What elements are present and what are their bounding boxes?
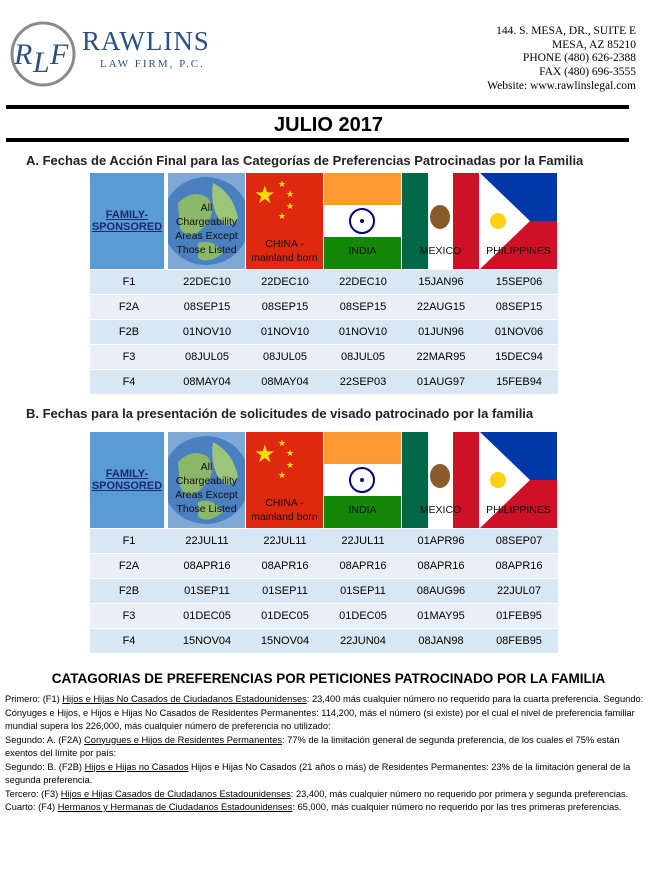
header-china — [246, 432, 324, 528]
section-a-title: A. Fechas de Acción Final para las Categorías de Preferencias Patrocinadas por la Familia — [26, 153, 584, 168]
table-row — [90, 294, 558, 319]
header-all-areas — [168, 432, 246, 528]
date-cell: 08FEB95 — [480, 628, 558, 653]
note-f3: Tercero: (F3) Hijos e Hijas Casados de Ciudadanos Estadounidenses: 23,400, más cualquier número no requerido por primera y segunda preferencias. — [5, 788, 629, 799]
date-cell: 01JUN96 — [402, 319, 480, 344]
date-cell: 22JUL11 — [246, 528, 324, 553]
divider — [6, 138, 629, 142]
date-cell: 01NOV06 — [480, 319, 558, 344]
category-cell: F1 — [90, 528, 168, 553]
category-cell: F2A — [90, 553, 168, 578]
table-row — [90, 369, 558, 394]
col-label-india: INDIA — [348, 504, 377, 516]
category-cell: F4 — [90, 628, 168, 653]
categories-notes — [5, 693, 645, 815]
table-row — [90, 603, 558, 628]
date-cell: 01NOV10 — [324, 319, 402, 344]
svg-text:F: F — [50, 38, 69, 71]
date-cell: 08JUL05 — [168, 344, 246, 369]
category-cell: F2A — [90, 294, 168, 319]
date-cell: 22JUL11 — [324, 528, 402, 553]
address-phone: PHONE (480) 626-2388 — [522, 52, 636, 65]
address-fax: FAX (480) 696-3555 — [539, 66, 636, 79]
date-cell: 08JUL05 — [324, 344, 402, 369]
address-line: 144. S. MESA, DR., SUITE E — [496, 25, 636, 37]
firm-name: RAWLINS — [82, 26, 210, 56]
date-cell: 22DEC10 — [246, 269, 324, 294]
date-cell: 15FEB94 — [480, 369, 558, 394]
section-b-title: B. Fechas para la presentación de solicitudes de visado patrocinado por la familia — [26, 406, 534, 421]
date-cell: 22DEC10 — [168, 269, 246, 294]
svg-text:★: ★ — [286, 201, 295, 211]
header-india — [324, 173, 402, 269]
category-cell: F4 — [90, 369, 168, 394]
category-cell: F2B — [90, 578, 168, 603]
categories-title: CATAGORIAS DE PREFERENCIAS POR PETICIONES PATROCINADO POR LA FAMILIA — [51, 671, 606, 686]
family-sponsored-header: FAMILY-SPONSORED — [90, 173, 168, 269]
address-line: MESA, AZ 85210 — [551, 38, 636, 51]
table-row — [90, 528, 558, 553]
date-cell: 22MAR95 — [402, 344, 480, 369]
note-f1: Primero: (F1) Hijos e Hijas No Casados de Ciudadanos Estadounidenses: 23,400 más cualquier número no requerido para la cuarta preferencia. Segundo: Cónyuges e Hijos, e Hijos e Hijas No Casados de Residentes Permanentes: 114,200, más el número (si existe) por el cual el nivel de preferencia familiar mundial supera los 226,000, más cualquier número de preferencia no utilizado: — [5, 694, 644, 731]
filing-dates-table — [90, 432, 558, 653]
divider — [6, 105, 629, 109]
header-philippines — [480, 173, 558, 269]
address-website[interactable]: Website: www.rawlinslegal.com — [487, 79, 636, 92]
date-cell: 08JAN98 — [402, 628, 480, 653]
svg-text:★: ★ — [278, 470, 287, 480]
date-cell: 08SEP15 — [324, 294, 402, 319]
date-cell: 08SEP15 — [168, 294, 246, 319]
date-cell: 08MAY04 — [168, 369, 246, 394]
svg-text:★: ★ — [286, 189, 295, 199]
header-all-areas — [168, 173, 246, 269]
header-india — [324, 432, 402, 528]
table-row — [90, 269, 558, 294]
svg-text:★: ★ — [278, 179, 287, 189]
date-cell: 08APR16 — [168, 553, 246, 578]
svg-text:★: ★ — [254, 182, 276, 209]
date-cell: 01AUG97 — [402, 369, 480, 394]
table-row — [90, 344, 558, 369]
header-mexico — [402, 432, 480, 528]
date-cell: 08AUG96 — [402, 578, 480, 603]
table-row — [90, 319, 558, 344]
date-cell: 08SEP15 — [246, 294, 324, 319]
date-cell: 15NOV04 — [246, 628, 324, 653]
date-cell: 01SEP11 — [246, 578, 324, 603]
date-cell: 15DEC94 — [480, 344, 558, 369]
date-cell: 01NOV10 — [168, 319, 246, 344]
final-action-table — [90, 173, 558, 394]
date-cell: 08MAY04 — [246, 369, 324, 394]
date-cell: 01DEC05 — [324, 603, 402, 628]
date-cell: 01DEC05 — [246, 603, 324, 628]
col-label-mexico: MEXICO — [419, 245, 462, 257]
note-f2b: Segundo: B. (F2B) Hijos e Hijas no Casados Hijos e Hijas No Casados (21 años o más) de Residentes Permanentes: 23% de la limitación general de la segunda preferencia. — [5, 761, 631, 785]
letterhead — [0, 0, 657, 100]
date-cell: 01SEP11 — [168, 578, 246, 603]
date-cell: 22JUL07 — [480, 578, 558, 603]
date-cell: 08SEP07 — [480, 528, 558, 553]
date-cell: 01FEB95 — [480, 603, 558, 628]
family-sponsored-header: FAMILY-SPONSORED — [90, 432, 168, 528]
date-cell: 01APR96 — [402, 528, 480, 553]
col-label-china: CHINA - mainland born — [251, 497, 318, 523]
header-mexico — [402, 173, 480, 269]
date-cell: 08APR16 — [480, 553, 558, 578]
date-cell: 22SEP03 — [324, 369, 402, 394]
date-cell: 08JUL05 — [246, 344, 324, 369]
date-cell: 08APR16 — [402, 553, 480, 578]
col-label-all: All Chargeability Areas Except Those Listed — [175, 202, 238, 256]
col-label-india: INDIA — [348, 245, 377, 257]
note-f4: Cuarto: (F4) Hermanos y Hermanas de Ciudadanos Estadounidenses: 65,000, más cualquier número no requerido por las tres primeras preferencias. — [5, 802, 622, 812]
table-row — [90, 628, 558, 653]
firm-address — [487, 25, 636, 94]
category-cell: F2B — [90, 319, 168, 344]
col-label-mexico: MEXICO — [419, 504, 462, 516]
svg-text:★: ★ — [278, 211, 287, 221]
svg-text:R: R — [14, 38, 33, 71]
date-cell: 15SEP06 — [480, 269, 558, 294]
note-f2a: Segundo: A. (F2A) Conyugues e Hijos de Residentes Permanentes: 77% de la limitación general de segunda preferencia, de los cuales el 75% están exentos del límite por país: — [5, 734, 620, 758]
date-cell: 01SEP11 — [324, 578, 402, 603]
table-row — [90, 578, 558, 603]
svg-text:L: L — [33, 46, 50, 79]
date-cell: 22JUN04 — [324, 628, 402, 653]
date-cell: 08SEP15 — [480, 294, 558, 319]
date-cell: 01MAY95 — [402, 603, 480, 628]
date-cell: 01DEC05 — [168, 603, 246, 628]
svg-text:★: ★ — [254, 441, 276, 468]
date-cell: 08APR16 — [324, 553, 402, 578]
col-label-all: All Chargeability Areas Except Those Listed — [175, 461, 238, 515]
category-cell: F3 — [90, 603, 168, 628]
svg-text:★: ★ — [286, 460, 295, 470]
category-cell: F1 — [90, 269, 168, 294]
date-cell: 22AUG15 — [402, 294, 480, 319]
date-cell: 22JUL11 — [168, 528, 246, 553]
date-cell: 22DEC10 — [324, 269, 402, 294]
header-china — [246, 173, 324, 269]
col-label-philippines: PHILIPPINES — [486, 245, 551, 257]
category-cell: F3 — [90, 344, 168, 369]
month-title: JULIO 2017 — [274, 114, 383, 136]
date-cell: 08APR16 — [246, 553, 324, 578]
col-label-china: CHINA - mainland born — [251, 238, 318, 264]
firm-subtitle: LAW FIRM, P.C. — [100, 58, 205, 70]
date-cell: 15JAN96 — [402, 269, 480, 294]
date-cell: 15NOV04 — [168, 628, 246, 653]
col-label-philippines: PHILIPPINES — [486, 504, 551, 516]
date-cell: 01NOV10 — [246, 319, 324, 344]
svg-text:★: ★ — [278, 438, 287, 448]
svg-text:★: ★ — [286, 448, 295, 458]
table-row — [90, 553, 558, 578]
header-philippines — [480, 432, 558, 528]
